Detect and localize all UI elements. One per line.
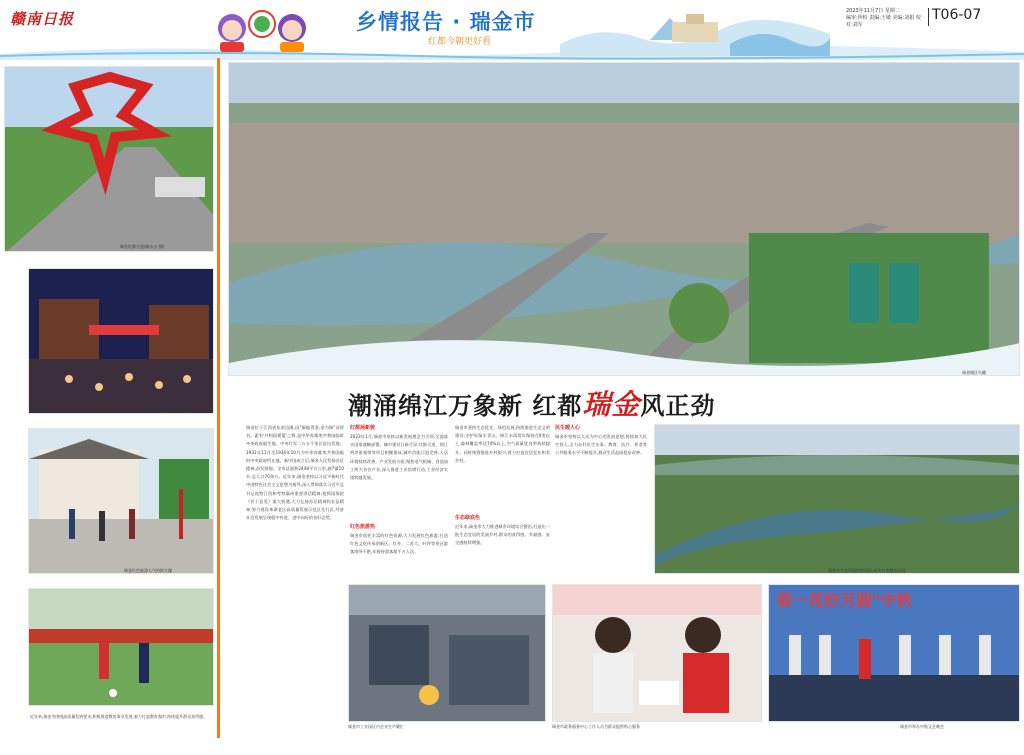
photo-football — [28, 588, 214, 706]
caption-football: 近年来,瑞金市围绕高质量发展要求,积极推进教育事业发展,着力打造教育强市,持续提升群众获得感。 — [30, 714, 208, 719]
photo-night-street — [28, 268, 214, 414]
photo-star-monument — [4, 66, 214, 252]
banner-title: 乡情报告 · 瑞金市 — [356, 10, 536, 34]
caption-star: 瑞金红都大道(赖永万 摄) — [120, 244, 165, 249]
photo-aerial-city — [228, 62, 1020, 376]
stage-banner-text: 看一花好月圆"中秋 — [776, 591, 913, 610]
caption-night: 瑞金红井街区游人如织 — [152, 408, 192, 413]
article-column-2: 2023年1月,瑞金市坚持以新发展理念为引领,全面落实国家战略部署。城市建设日新月异,红都大道、绵江两岸景观带等项目相继建成,城市功能日趋完善,人居环境持续改善。产业发展方面,聚焦电气机械、食品加工两大首位产业,深入推进工业倍增行动,工业经济实现跨越发展。 — [350, 434, 448, 481]
article-column-4: 瑞金市坚持以人民为中心的发展思想,持续加大民生投入,全力办好民生实事。教育、医疗、养老等公共服务水平不断提升,群众生活品质稳步改善。 — [555, 434, 647, 456]
banner-scenery-illustration — [560, 4, 830, 56]
headline-part3: 风正劲 — [640, 391, 716, 420]
caption-stage: 瑞金市举办中秋文艺晚会 — [900, 724, 944, 729]
paper-logo: 赣南日报 — [10, 10, 75, 28]
mascot-badge-icon — [214, 4, 310, 54]
banner-subtitle: 红都今朝更好看 — [428, 37, 492, 47]
photo-service-hall — [552, 584, 762, 722]
section-title-1: 红都展新貌 — [350, 425, 376, 431]
article-column-2b: 瑞金市依托丰富的红色资源,大力发展红色旅游,打造红色文化传承创新区。红井、二苏大、叶坪等景区游客络绎不绝,年接待游客超千万人次。 — [350, 533, 448, 555]
article-column-1: 瑞金位于江西省东南边陲,因"掘地得金,金为瑞"而得名。素有'共和国摇篮'之称,是中华苏维埃共和国临时中央政府诞生地、中央红军二万五千里长征出发地。1931年11月至1934年10月为中华苏维埃共和国临时中央政府所在地。新中国成立后,瑞金人民发扬苏区精神,奋发图强。全市总面积2448平方公里,辖7镇10乡,总人口70余万。近年来,瑞金坚持以习近平新时代中国特色社会主义思想为指导,深入贯彻落实习近平总书记视察江西和考察赣州重要讲话精神,抢抓国务院《若干意见》重大机遇,大力弘扬苏区精神和长征精神,努力建设革命老区高质量发展示范区先行区,经济社会发展呈现稳中有进、进中向好的良好态势。 — [246, 425, 344, 521]
caption-service: 瑞金市政务服务中心工作人员为群众提供贴心服务 — [552, 724, 640, 729]
caption-aerial: 瑞金城区鸟瞰 — [962, 370, 986, 375]
main-headline — [348, 383, 715, 423]
header-wave-decoration — [0, 42, 1024, 60]
caption-river: 瑞金市生态环境持续向好,成为鸟类栖息乐园 — [828, 568, 906, 573]
article-column-3b: 近年来,瑞金市大力推进城乡环境综合整治,打造出一批生态宜居的美丽乡村,群众的获得感、幸福感、安全感持续增强。 — [455, 524, 550, 546]
headline-part2: 瑞金 — [582, 388, 641, 421]
photo-factory — [348, 584, 546, 722]
page-number-divider — [928, 8, 929, 26]
staff-text: 编审:钟桓 责编:王敏 美编:刘娟 校对:刘军 — [846, 15, 921, 28]
column-divider — [217, 58, 220, 738]
date-text: 2023年11月7日 星期二 — [846, 8, 900, 14]
caption-factory: 瑞金市工业园区内企业生产繁忙 — [348, 724, 404, 729]
page-number: T06-07 — [932, 7, 982, 23]
article-column-3: 瑞金市坚持生态优先、绿色发展,持续推进生态文明建设,守护好绿水青山。绵江水质常年保持在Ⅱ类以上,森林覆盖率达74%以上,空气质量优良率持续提升。同时统筹推进乡村振兴,着力打造宜居宜业和美乡村。 — [455, 425, 550, 463]
headline-part1: 潮涌绵江万象新 红都 — [348, 391, 583, 420]
section-title-4: 民生暖人心 — [555, 425, 581, 431]
photo-river-landscape — [654, 424, 1020, 574]
caption-village: 瑞金红色旅游人气持续火爆 — [124, 568, 172, 573]
section-title-3: 生态绿底色 — [455, 515, 481, 521]
section-title-2: 红色旅游热 — [350, 524, 376, 530]
photo-village-visitors — [28, 428, 214, 574]
